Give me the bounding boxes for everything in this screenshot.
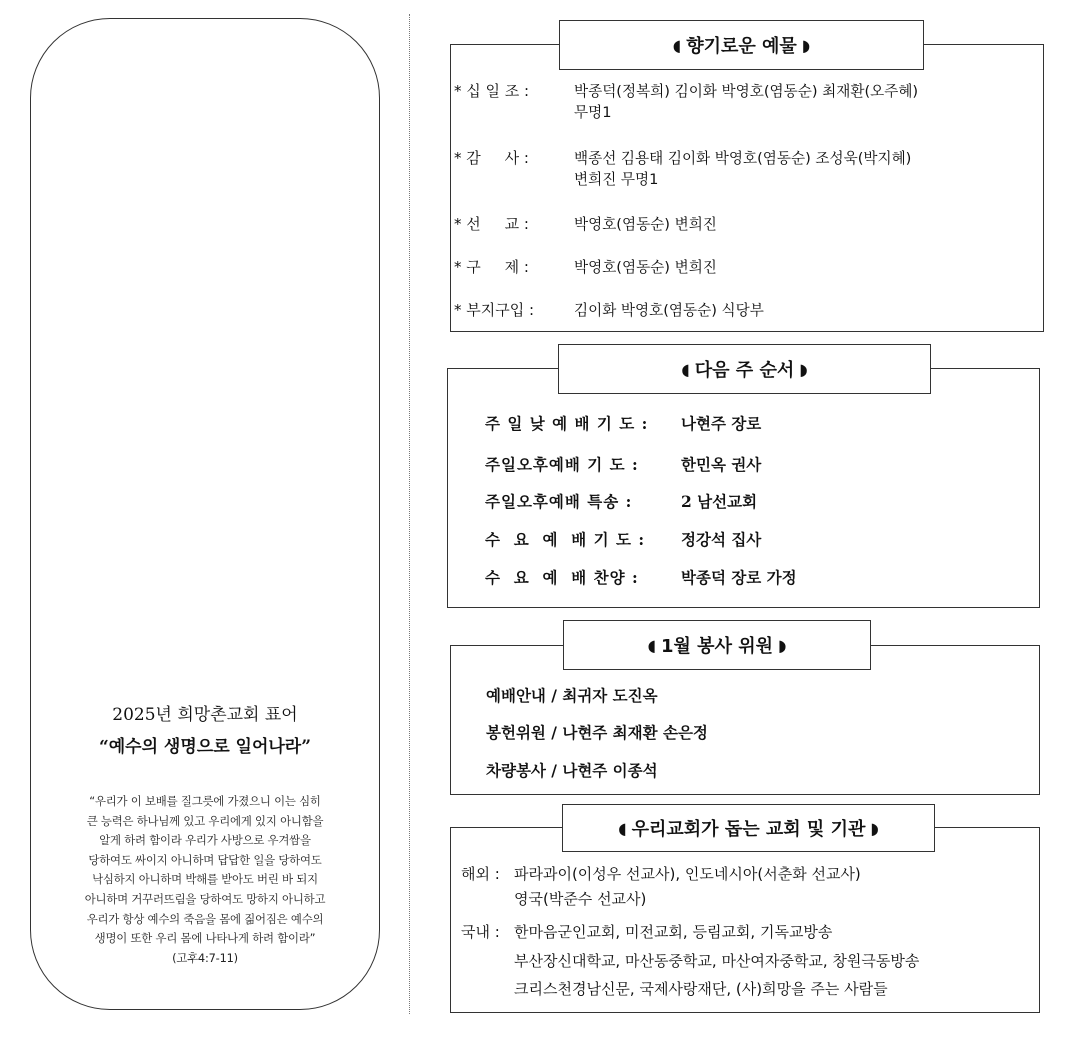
domestic-line: 한마음군인교회, 미전교회, 등림교회, 기독교방송 [514,923,833,941]
schedule-label: 수 요 예 배 찬양 : [485,568,639,587]
offering-value-cont: 변희진 무명1 [574,171,659,188]
schedule-label: 주일오후예배 기 도 : [485,455,639,474]
support-header [562,804,935,852]
offering-value: 박영호(염동순) 변희진 [574,216,717,233]
half-circle-left-icon: ◖ [672,35,682,55]
bible-verse [41,792,369,968]
motto-slogan: “예수의 생명으로 일어나라” [98,737,312,757]
schedule-label: 주일오후예배 특송 : [485,492,633,511]
offering-value-cont: 무명1 [574,104,612,121]
offering-label: * 감 사 : [454,149,529,167]
schedule-value: 박종덕 장로 가정 [681,568,797,587]
motto-card [30,18,380,1010]
schedule-value: 한민옥 권사 [681,455,762,474]
domestic-line: 부산장신대학교, 마산동중학교, 마산여자중학교, 창원극동방송 [514,952,920,970]
half-circle-right-icon: ◗ [799,359,808,379]
schedule-label: 주 일 낮 예 배 기 도 : [485,414,649,433]
schedule-row [485,490,757,512]
offerings-header [559,20,924,70]
motto-title: 2025년 희망촌교회 표어 [112,705,298,725]
half-circle-left-icon: ◖ [647,635,656,655]
page-divider [409,14,410,1014]
church-motto [31,699,379,763]
overseas-label: 해외 : [461,865,500,883]
schedule-row [485,528,761,550]
offering-value: 박영호(염동순) 변희진 [574,259,717,276]
schedule-value: 정강석 집사 [681,530,762,549]
offering-value: 김이화 박영호(염동순) 식당부 [574,302,764,319]
offering-row-tithe [454,81,918,123]
offering-row-relief [454,257,717,278]
schedule-label: 수 요 예 배 기 도 : [485,530,646,549]
offering-value: 백종선 김용태 김이화 박영호(염동순) 조성욱(박지혜) [574,150,912,167]
offering-label: * 십 일 조 : [454,82,530,100]
offerings-title: 향기로운 예물 [686,36,797,57]
verse-line: “우리가 이 보배를 질그릇에 가졌으니 이는 심히 [89,794,321,808]
offering-label: * 선 교 : [454,215,529,233]
schedule-row [485,412,761,434]
verse-line: 당하여도 싸이지 아니하며 답답한 일을 당하여도 [88,852,322,867]
verse-line: 큰 능력은 하나님께 있고 우리에게 있지 아니함을 [86,813,324,828]
verse-line: 낙심하지 아니하며 박해를 받아도 버린 바 되지 [92,872,318,887]
service-row: 예배안내 / 최귀자 도진옥 [486,686,658,705]
offering-label: * 부지구입 : [454,301,535,319]
domestic-line: 크리스천경남신문, 국제사랑재단, (사)희망을 주는 사람들 [514,980,888,998]
schedule-row [485,566,797,588]
domestic-label: 국내 : [461,923,500,941]
next-week-title: 다음 주 순서 [694,360,795,381]
offering-values [574,81,918,123]
offering-row-thanks [454,148,911,190]
schedule-value: 나현주 장로 [681,414,762,433]
offering-row-land [454,300,764,321]
offering-label: * 구 제 : [454,258,529,276]
verse-line: 우리가 항상 예수의 죽음을 몸에 짊어짐은 예수의 [86,911,324,926]
next-week-header [558,344,931,394]
verse-line: 생명이 또한 우리 몸에 나타나게 하려 함이라” [94,931,316,946]
overseas-line: 영국(박준수 선교사) [514,890,647,908]
offering-values [574,148,911,190]
schedule-value: 2 남선교회 [681,492,758,511]
half-circle-right-icon: ◗ [778,635,787,655]
service-row: 봉헌위원 / 나현주 최재환 손은정 [486,723,708,742]
offering-row-mission [454,214,717,235]
half-circle-left-icon: ◖ [681,359,690,379]
offering-value: 박종덕(정복희) 김이화 박영호(염동순) 최재환(오주혜) [574,83,919,100]
support-title: 우리교회가 돕는 교회 및 기관 [631,819,866,840]
half-circle-right-icon: ◗ [870,818,879,838]
half-circle-right-icon: ◗ [801,35,811,55]
schedule-row [485,453,761,475]
service-header [563,620,871,670]
overseas-line: 파라과이(이성우 선교사), 인도네시아(서춘화 선교사) [514,865,861,883]
service-title: 1월 봉사 위원 [661,636,773,657]
verse-line: 아니하며 거꾸러뜨림을 당하여도 망하지 아니하고 [84,891,326,906]
service-row: 차량봉사 / 나현주 이종석 [486,761,658,780]
verse-line: 알게 하려 함이라 우리가 사방으로 우겨쌈을 [99,833,311,848]
verse-reference: (고후4:7-11) [172,950,238,965]
half-circle-left-icon: ◖ [618,818,627,838]
